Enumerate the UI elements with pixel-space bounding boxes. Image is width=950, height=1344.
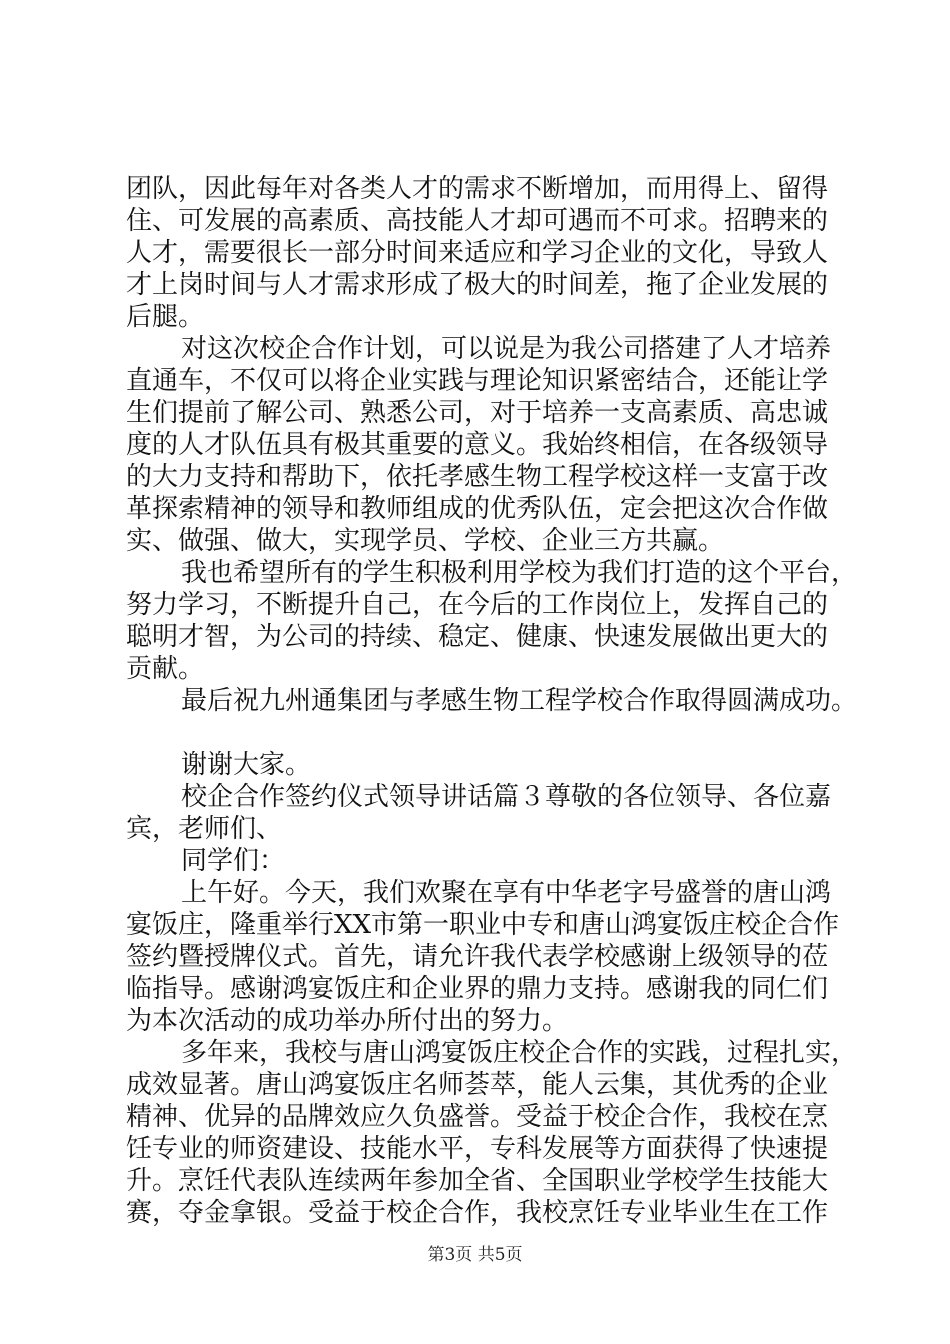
text-line: 贡献。 [126, 654, 205, 684]
text-line: 努力学习，不断提升自己，在今后的工作岗位上，发挥自己的 [126, 590, 829, 620]
text-line: 直通车，不仅可以将企业实践与理论知识紧密结合，还能让学 [126, 366, 829, 396]
text-line: 聪明才智，为公司的持续、稳定、健康、快速发展做出更大的 [126, 622, 829, 652]
text-line: 宾，老师们、 [126, 814, 283, 844]
text-line: 饪专业的师资建设、技能水平，专科发展等方面获得了快速提 [126, 1134, 829, 1164]
text-line: 我也希望所有的学生积极利用学校为我们打造的这个平台， [181, 558, 858, 588]
text-line: 临指导。感谢鸿宴饭庄和企业界的鼎力支持。感谢我的同仁们 [126, 974, 829, 1004]
text-line: 签约暨授牌仪式。首先，请允许我代表学校感谢上级领导的莅 [126, 942, 829, 972]
text-line: 生们提前了解公司、熟悉公司，对于培养一支高素质、高忠诚 [126, 398, 829, 428]
text-line: 才上岗时间与人才需求形成了极大的时间差，拖了企业发展的 [126, 270, 829, 300]
blank-line [126, 717, 834, 749]
text-line: 精神、优异的品牌效应久负盛誉。受益于校企合作，我校在烹 [126, 1102, 829, 1132]
text-line: 成效显著。唐山鸿宴饭庄名师荟萃，能人云集，其优秀的企业 [126, 1070, 829, 1100]
text-line: 实、做强、做大，实现学员、学校、企业三方共赢。 [126, 526, 725, 556]
text-line: 对这次校企合作计划，可以说是为我公司搭建了人才培养 [181, 334, 832, 364]
text-line: 上午好。今天，我们欢聚在享有中华老字号盛誉的唐山鸿 [181, 878, 832, 908]
page-footer: 第3页 共5页 [427, 1245, 523, 1265]
text-line: 度的人才队伍具有极其重要的意义。我始终相信，在各级领导 [126, 430, 829, 460]
text-line: 住、可发展的高素质、高技能人才却可遇而不可求。招聘来的 [126, 206, 829, 236]
text-line: 后腿。 [126, 302, 205, 332]
text-line: 最后祝九州通集团与孝感生物工程学校合作取得圆满成功。 [181, 686, 858, 716]
text-line: 的大力支持和帮助下，依托孝感生物工程学校这样一支富于改 [126, 462, 829, 492]
text-line: 宴饭庄，隆重举行XX市第一职业中专和唐山鸿宴饭庄校企合作 [126, 910, 840, 940]
text-line: 为本次活动的成功举办所付出的努力。 [126, 1006, 569, 1036]
text-line: 赛，夺金拿银。受益于校企合作，我校烹饪专业毕业生在工作 [126, 1198, 829, 1228]
document-body [126, 173, 858, 1229]
text-line: 人才，需要很长一部分时间来适应和学习企业的文化，导致人 [126, 238, 829, 268]
text-line: 革探索精神的领导和教师组成的优秀队伍，定会把这次合作做 [126, 494, 829, 524]
text-line: 团队，因此每年对各类人才的需求不断增加，而用得上、留得 [126, 174, 829, 204]
text-line: 升。烹饪代表队连续两年参加全省、全国职业学校学生技能大 [126, 1166, 829, 1196]
text-line: 同学们： [181, 846, 286, 876]
text-line: 谢谢大家。 [181, 750, 312, 780]
text-line: 多年来，我校与唐山鸿宴饭庄校企合作的实践，过程扎实， [181, 1038, 858, 1068]
text-line: 校企合作签约仪式领导讲话篇３尊敬的各位领导、各位嘉 [181, 782, 832, 812]
